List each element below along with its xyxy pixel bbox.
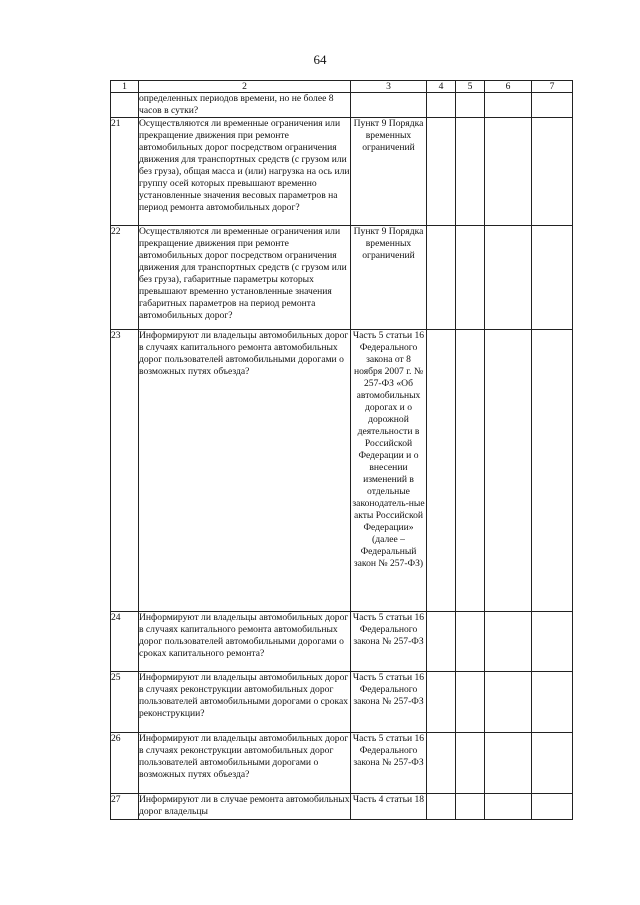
answer-cell bbox=[532, 330, 573, 612]
row-question: определенных периодов времени, но не более 8 часов в сутки? bbox=[139, 93, 351, 118]
answer-cell bbox=[427, 733, 456, 794]
answer-cell bbox=[427, 794, 456, 820]
answer-cell bbox=[485, 612, 532, 672]
answer-cell bbox=[485, 226, 532, 330]
answer-cell bbox=[532, 672, 573, 733]
table-row bbox=[111, 118, 573, 226]
table-row bbox=[111, 672, 573, 733]
row-number: 25 bbox=[111, 672, 139, 733]
answer-cell bbox=[456, 794, 485, 820]
row-number: 23 bbox=[111, 330, 139, 612]
table-row bbox=[111, 733, 573, 794]
row-question: Осуществляются ли временные ограничения или прекращение движения при ремонте автомобильных дорог посредством ограничения движения для транспортных средств (с грузом или без груза), габаритные параметры которых превышают временно установленные значения габаритных параметров на период ремонта автомобильных дорог? bbox=[139, 226, 351, 330]
answer-cell bbox=[485, 672, 532, 733]
row-question: Информируют ли владельцы автомобильных дорог в случаях реконструкции автомобильных дорог пользователей автомобильными дорогами о сроках реконструкции? bbox=[139, 672, 351, 733]
checklist-table bbox=[110, 80, 573, 820]
answer-cell bbox=[485, 733, 532, 794]
answer-cell bbox=[532, 226, 573, 330]
row-source: Часть 5 статьи 16 Федерального закона № 257-ФЗ bbox=[351, 733, 427, 794]
answer-cell bbox=[456, 330, 485, 612]
row-question: Осуществляются ли временные ограничения или прекращение движения при ремонте автомобильных дорог посредством ограничения движения для транспортных средств (с грузом или без груза), общая масса и (или) нагрузка на ось или группу осей которых превышают временно установленные значения весовых параметров на период ремонта автомобильных дорог? bbox=[139, 118, 351, 226]
row-source: Часть 5 статьи 16 Федерального закона № 257-ФЗ bbox=[351, 612, 427, 672]
answer-cell bbox=[532, 118, 573, 226]
answer-cell bbox=[427, 93, 456, 118]
answer-cell bbox=[532, 612, 573, 672]
row-question: Информируют ли владельцы автомобильных дорог в случаях капитального ремонта автомобильных дорог пользователей автомобильными дорогами о сроках капитального ремонта? bbox=[139, 612, 351, 672]
row-question: Информируют ли владельцы автомобильных дорог в случаях капитального ремонта автомобильных дорог пользователей автомобильными дорогами о возможных путях объезда? bbox=[139, 330, 351, 612]
answer-cell bbox=[532, 733, 573, 794]
row-source: Пункт 9 Порядка временных ограничений bbox=[351, 118, 427, 226]
answer-cell bbox=[427, 612, 456, 672]
column-header: 4 bbox=[427, 81, 456, 93]
row-source bbox=[351, 93, 427, 118]
row-source: Пункт 9 Порядка временных ограничений bbox=[351, 226, 427, 330]
column-header: 1 bbox=[111, 81, 139, 93]
column-header: 7 bbox=[532, 81, 573, 93]
answer-cell bbox=[456, 226, 485, 330]
row-number: 22 bbox=[111, 226, 139, 330]
answer-cell bbox=[456, 733, 485, 794]
row-question: Информируют ли владельцы автомобильных дорог в случаях реконструкции автомобильных дорог пользователей автомобильными дорогами о возможных путях объезда? bbox=[139, 733, 351, 794]
row-number: 21 bbox=[111, 118, 139, 226]
answer-cell bbox=[427, 226, 456, 330]
answer-cell bbox=[456, 672, 485, 733]
answer-cell bbox=[456, 118, 485, 226]
answer-cell bbox=[427, 672, 456, 733]
column-header: 6 bbox=[485, 81, 532, 93]
page-number: 64 bbox=[313, 52, 327, 67]
row-question: Информируют ли в случае ремонта автомобильных дорог владельцы bbox=[139, 794, 351, 820]
table-row bbox=[111, 612, 573, 672]
answer-cell bbox=[427, 118, 456, 226]
answer-cell bbox=[532, 794, 573, 820]
column-header: 5 bbox=[456, 81, 485, 93]
row-number: 24 bbox=[111, 612, 139, 672]
answer-cell bbox=[456, 612, 485, 672]
row-number: 26 bbox=[111, 733, 139, 794]
column-header-row bbox=[111, 81, 573, 93]
row-source: Часть 5 статьи 16 Федерального закона № 257-ФЗ bbox=[351, 672, 427, 733]
answer-cell bbox=[532, 93, 573, 118]
answer-cell bbox=[485, 93, 532, 118]
answer-cell bbox=[485, 794, 532, 820]
answer-cell bbox=[485, 118, 532, 226]
answer-cell bbox=[456, 93, 485, 118]
table-row bbox=[111, 226, 573, 330]
row-number: 27 bbox=[111, 794, 139, 820]
table-row-continuation bbox=[111, 93, 573, 118]
table-row bbox=[111, 330, 573, 612]
row-source: Часть 4 статьи 18 bbox=[351, 794, 427, 820]
answer-cell bbox=[427, 330, 456, 612]
row-source: Часть 5 статьи 16 Федерального закона от 8 ноября 2007 г. № 257-ФЗ «Об автомобильных дорогах и о дорожной деятельности в Российской Федерации и о внесении изменений в отдельные законодатель-ные акты Российской Федерации» (далее – Федеральный закон № 257-ФЗ) bbox=[351, 330, 427, 612]
answer-cell bbox=[485, 330, 532, 612]
column-header: 2 bbox=[139, 81, 351, 93]
row-number bbox=[111, 93, 139, 118]
table-row bbox=[111, 794, 573, 820]
column-header: 3 bbox=[351, 81, 427, 93]
